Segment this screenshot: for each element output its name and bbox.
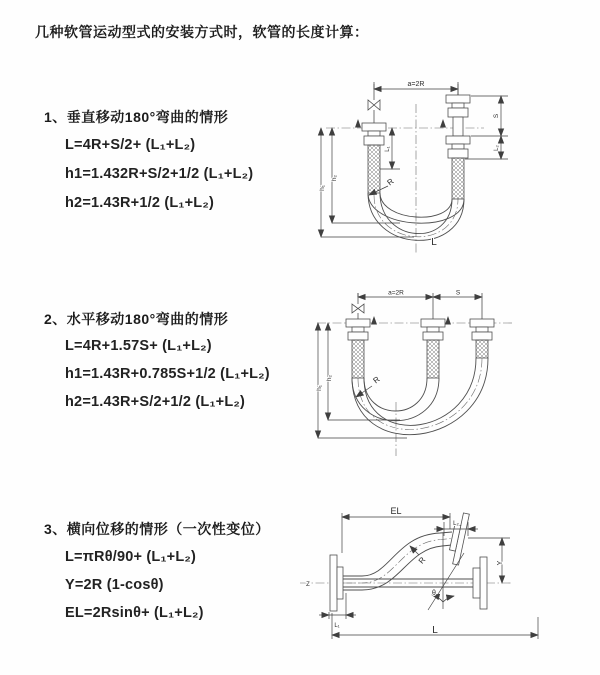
dim-label-l2: L₂ — [453, 521, 459, 527]
hose-u-curves — [352, 358, 488, 435]
section2-formula-L: L=4R+1.57S+ (L₁+L₂) — [65, 338, 212, 354]
left-fitting — [346, 319, 370, 378]
section3-formula-EL: EL=2Rsinθ+ (L₁+L₂) — [65, 605, 204, 621]
dim-label-h1: h₁ — [316, 385, 323, 391]
left-fitting — [362, 123, 386, 193]
dim-label-l1: L₁ — [385, 146, 391, 152]
right-flange — [473, 557, 487, 609]
diagram-lateral-displacement — [298, 505, 566, 650]
right-fitting — [470, 293, 494, 358]
section2-formula-h2: h2=1.43R+S/2+1/2 (L₁+L₂) — [65, 394, 246, 410]
dim-label-y: Y — [497, 560, 504, 566]
dimension-lines — [318, 293, 482, 438]
dim-label-h2: h₂ — [326, 374, 333, 382]
dimension-lines — [321, 84, 508, 237]
length-label: L — [432, 625, 438, 636]
dim-label-l2: L₂ — [494, 145, 500, 151]
radius-label: R — [371, 374, 382, 386]
dim-label-stroke: S — [493, 113, 500, 119]
middle-fitting — [421, 293, 445, 378]
length-label: L — [431, 237, 437, 248]
hose-s-curve — [343, 532, 452, 590]
centerline-mark: Z — [306, 582, 310, 588]
dim-label-h2: h₂ — [331, 174, 338, 182]
radius-label: R — [385, 176, 396, 188]
section1-formula-h1: h1=1.432R+S/2+1/2 (L₁+L₂) — [65, 166, 254, 182]
dim-label-span: a=2R — [388, 289, 404, 297]
dim-label-l1: L₁ — [334, 623, 340, 629]
section3-heading: 3、横向位移的情形（一次性变位） — [44, 521, 270, 537]
right-fitting — [446, 82, 470, 199]
dim-label-span: a=2R — [407, 81, 425, 88]
theta-label: θ — [432, 590, 436, 597]
radius-label: R — [416, 555, 428, 566]
section2-heading: 2、水平移动180°弯曲的情形 — [44, 311, 229, 327]
dim-label-stroke: S — [455, 289, 461, 297]
page-title: 几种软管运动型式的安装方式时，软管的长度计算： — [35, 24, 369, 40]
section2-formula-h1: h1=1.43R+0.785S+1/2 (L₁+L₂) — [65, 366, 270, 382]
left-flange — [330, 555, 343, 611]
section3-formula-L: L=πRθ/90+ (L₁+L₂) — [65, 549, 197, 565]
diagram-horizontal-180-bend — [312, 286, 544, 458]
section1-heading: 1、垂直移动180°弯曲的情形 — [44, 109, 229, 125]
section1-formula-h2: h2=1.43R+1/2 (L₁+L₂) — [65, 195, 215, 211]
section1-formula-L: L=4R+S/2+ (L₁+L₂) — [65, 137, 196, 153]
section3-formula-Y: Y=2R (1-cosθ) — [65, 577, 164, 593]
diagram-vertical-180-bend — [312, 76, 544, 258]
dim-label-el: EL — [390, 506, 402, 516]
dim-label-h1: h₁ — [319, 185, 326, 191]
